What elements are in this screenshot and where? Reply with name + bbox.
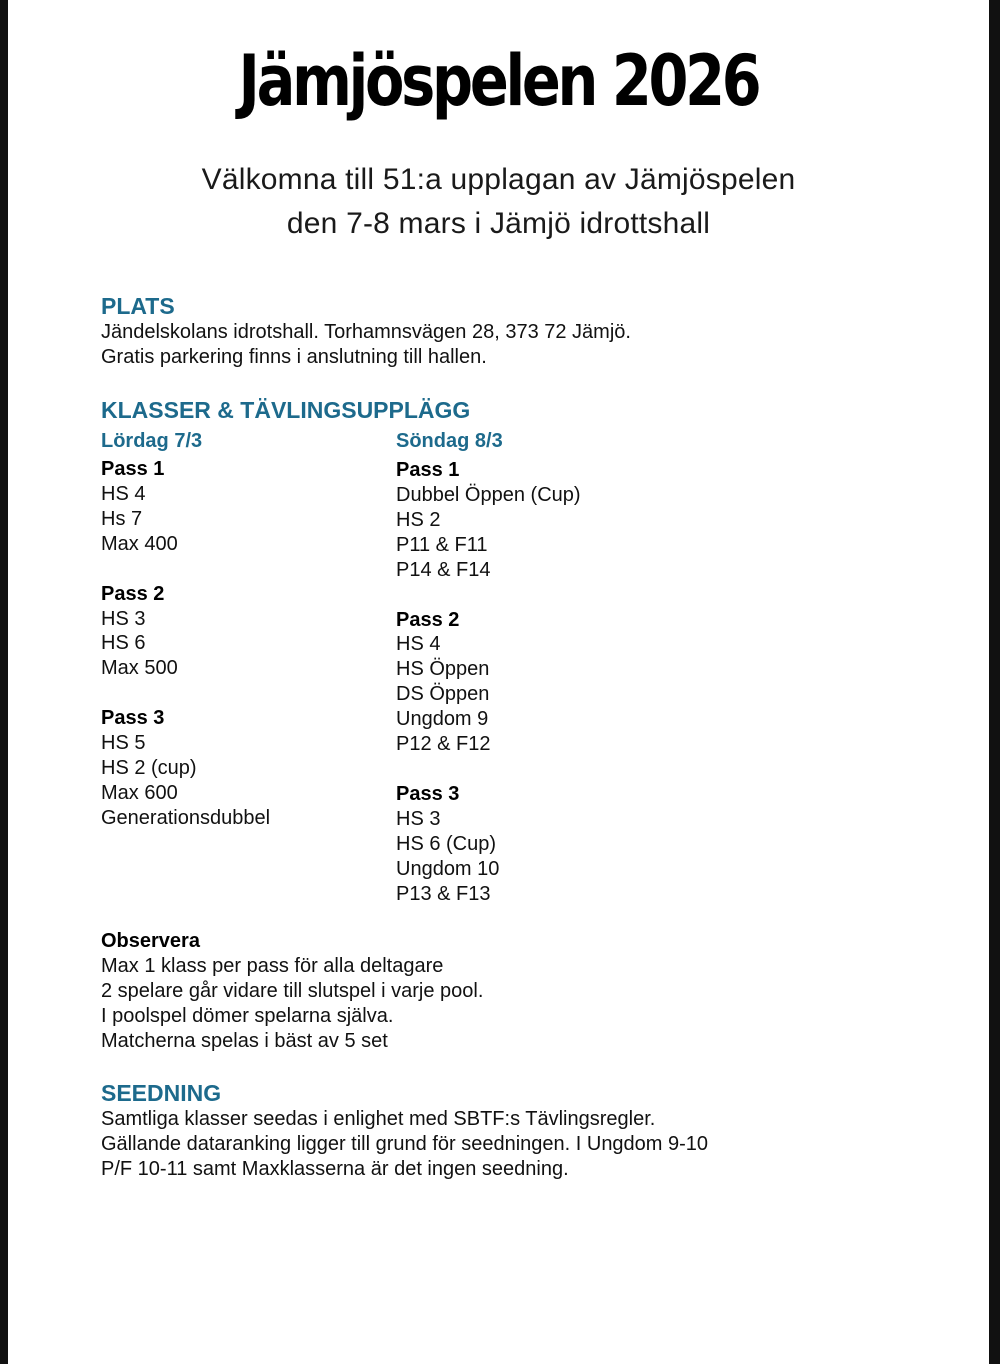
class-item: Generationsdubbel [101,806,271,829]
class-item: HS Öppen [396,658,490,681]
class-item: HS 6 [101,632,146,655]
pass-title: Pass 1 [396,459,460,481]
document-page [8,0,989,1364]
class-item: HS 4 [101,482,146,505]
saturday-column [101,457,270,831]
observera-heading: Observera [101,930,200,952]
class-item: Max 400 [101,532,178,555]
observera-line: Matcherna spelas i bäst av 5 set [101,1030,388,1052]
pass-block [101,706,270,831]
class-item: HS 4 [396,633,441,656]
pass-block [396,608,581,757]
plats-text [101,320,631,370]
seedning-text [101,1107,708,1182]
class-item: Ungdom 9 [396,708,489,731]
klasser-heading: KLASSER & TÄVLINGSUPPLÄGG [101,397,471,423]
seedning-heading: SEEDNING [101,1080,222,1106]
class-item: Ungdom 10 [396,857,500,880]
seedning-line: P/F 10-11 samt Maxklasserna är det ingen seedning. [101,1158,569,1180]
class-item: Max 500 [101,657,178,680]
plats-heading: PLATS [101,293,175,319]
pass-title: Pass 1 [101,458,165,480]
observera-line: Max 1 klass per pass för alla deltagare [101,955,444,977]
intro [8,158,989,246]
class-item: Dubbel Öppen (Cup) [396,483,581,506]
class-item: HS 2 [396,508,441,531]
pass-title: Pass 2 [101,582,165,605]
pass-block [101,582,270,682]
pass-title: Pass 3 [101,707,165,730]
class-item: HS 3 [101,607,146,630]
day-label-saturday: Lördag 7/3 [101,430,203,452]
pass-block [101,457,270,557]
observera-line: 2 spelare går vidare till slutspel i varje pool. [101,980,484,1002]
class-item: HS 2 (cup) [101,757,197,780]
class-item: Max 600 [101,781,178,804]
pass-block [396,782,581,907]
class-item: HS 3 [396,807,441,830]
class-item: DS Öppen [396,683,490,706]
intro-line: Välkomna till 51:a upplagan av Jämjöspelen [201,163,796,196]
observera-line: I poolspel dömer spelarna själva. [101,1005,394,1027]
day-label-sunday: Söndag 8/3 [396,430,503,452]
seedning-line: Gällande dataranking ligger till grund för seedningen. I Ungdom 9-10 [101,1133,709,1155]
sunday-column [396,458,581,907]
plats-line: Jändelskolans idrotshall. Torhamnsvägen 28, 373 72 Jämjö. [101,321,631,343]
observera-block [101,929,483,1054]
class-item: Hs 7 [101,507,143,530]
pass-title: Pass 3 [396,782,460,805]
class-item: P14 & F14 [396,558,491,581]
pass-title: Pass 2 [396,608,460,631]
intro-line: den 7-8 mars i Jämjö idrottshall [286,207,711,240]
seedning-line: Samtliga klasser seedas i enlighet med SBTF:s Tävlingsregler. [101,1108,656,1130]
pass-block [396,458,581,583]
class-item: P11 & F11 [396,533,488,556]
class-item: P13 & F13 [396,882,491,905]
class-item: HS 6 (Cup) [396,832,497,855]
page-title: Jämjöspelen 2026 [238,40,759,122]
class-item: HS 5 [101,732,146,755]
class-item: P12 & F12 [396,733,491,756]
plats-line: Gratis parkering finns i anslutning till hallen. [101,346,487,368]
